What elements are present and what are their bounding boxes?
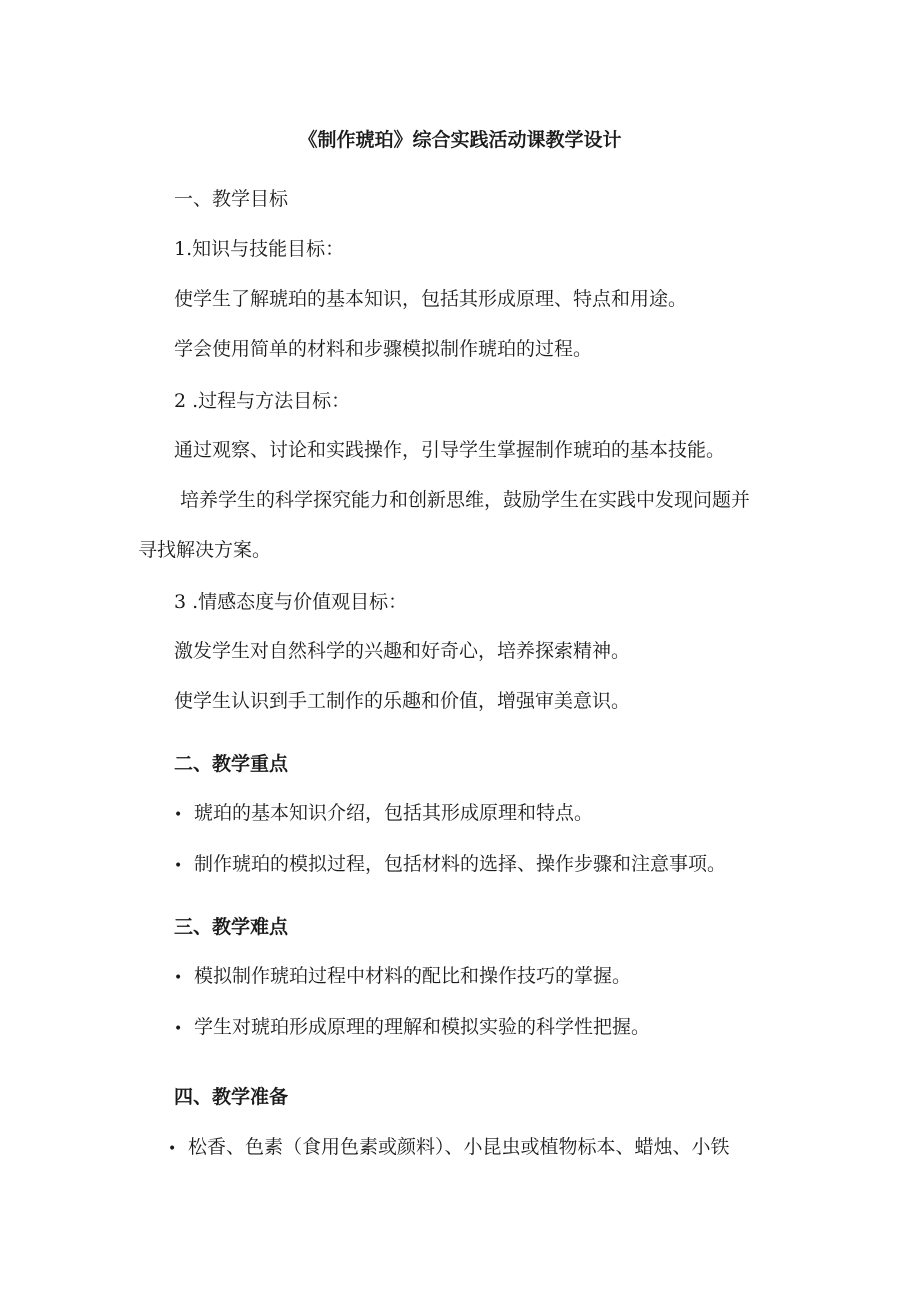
objective-3-line-1: 激发学生对自然科学的兴趣和好奇心，培养探索精神。 bbox=[174, 640, 631, 662]
objective-3-line-2: 使学生认识到手工制作的乐趣和价值，增强审美意识。 bbox=[174, 690, 631, 712]
list-item bbox=[174, 800, 593, 828]
list-item-text: 模拟制作琥珀过程中材料的配比和操作技巧的掌握。 bbox=[194, 965, 632, 987]
list-item bbox=[168, 1134, 730, 1162]
objective-2-line-2a: 培养学生的科学探究能力和创新思维，鼓励学生在实践中发现问题并 bbox=[180, 489, 751, 511]
objective-1-line-1: 使学生了解琥珀的基本知识，包括其形成原理、特点和用途。 bbox=[174, 288, 688, 310]
bullet-icon: • bbox=[174, 858, 183, 874]
bullet-icon: • bbox=[174, 807, 183, 823]
list-item bbox=[174, 963, 631, 991]
document-title: 《制作琥珀》综合实践活动课教学设计 bbox=[298, 129, 622, 151]
bullet-icon: • bbox=[174, 970, 183, 986]
list-item bbox=[174, 1014, 650, 1042]
section-heading-objectives: 一、教学目标 bbox=[174, 188, 289, 210]
section-heading-key-points: 二、教学重点 bbox=[174, 753, 289, 775]
bullet-icon: • bbox=[168, 1141, 177, 1157]
section-heading-preparation: 四、教学准备 bbox=[174, 1086, 289, 1108]
list-item bbox=[174, 851, 726, 879]
list-item-text: 琥珀的基本知识介绍，包括其形成原理和特点。 bbox=[194, 802, 594, 824]
list-item-text: 松香、色素（食用色素或颜料）、小昆虫或植物标本、蜡烛、小铁 bbox=[188, 1136, 730, 1158]
objective-3-title: 3 .情感态度与价值观目标： bbox=[174, 591, 408, 613]
objective-2-line-1: 通过观察、讨论和实践操作，引导学生掌握制作琥珀的基本技能。 bbox=[174, 439, 726, 461]
section-heading-difficulties: 三、教学难点 bbox=[174, 916, 289, 938]
bullet-icon: • bbox=[174, 1021, 183, 1037]
list-item-text: 制作琥珀的模拟过程，包括材料的选择、操作步骤和注意事项。 bbox=[194, 853, 727, 875]
objective-2-line-2b: 寻找解决方案。 bbox=[138, 539, 272, 561]
list-item-text: 学生对琥珀形成原理的理解和模拟实验的科学性把握。 bbox=[194, 1016, 651, 1038]
objective-1-line-2: 学会使用简单的材料和步骤模拟制作琥珀的过程。 bbox=[174, 338, 593, 360]
objective-1-title: 1.知识与技能目标： bbox=[174, 238, 345, 260]
objective-2-title: 2 .过程与方法目标： bbox=[174, 390, 351, 412]
